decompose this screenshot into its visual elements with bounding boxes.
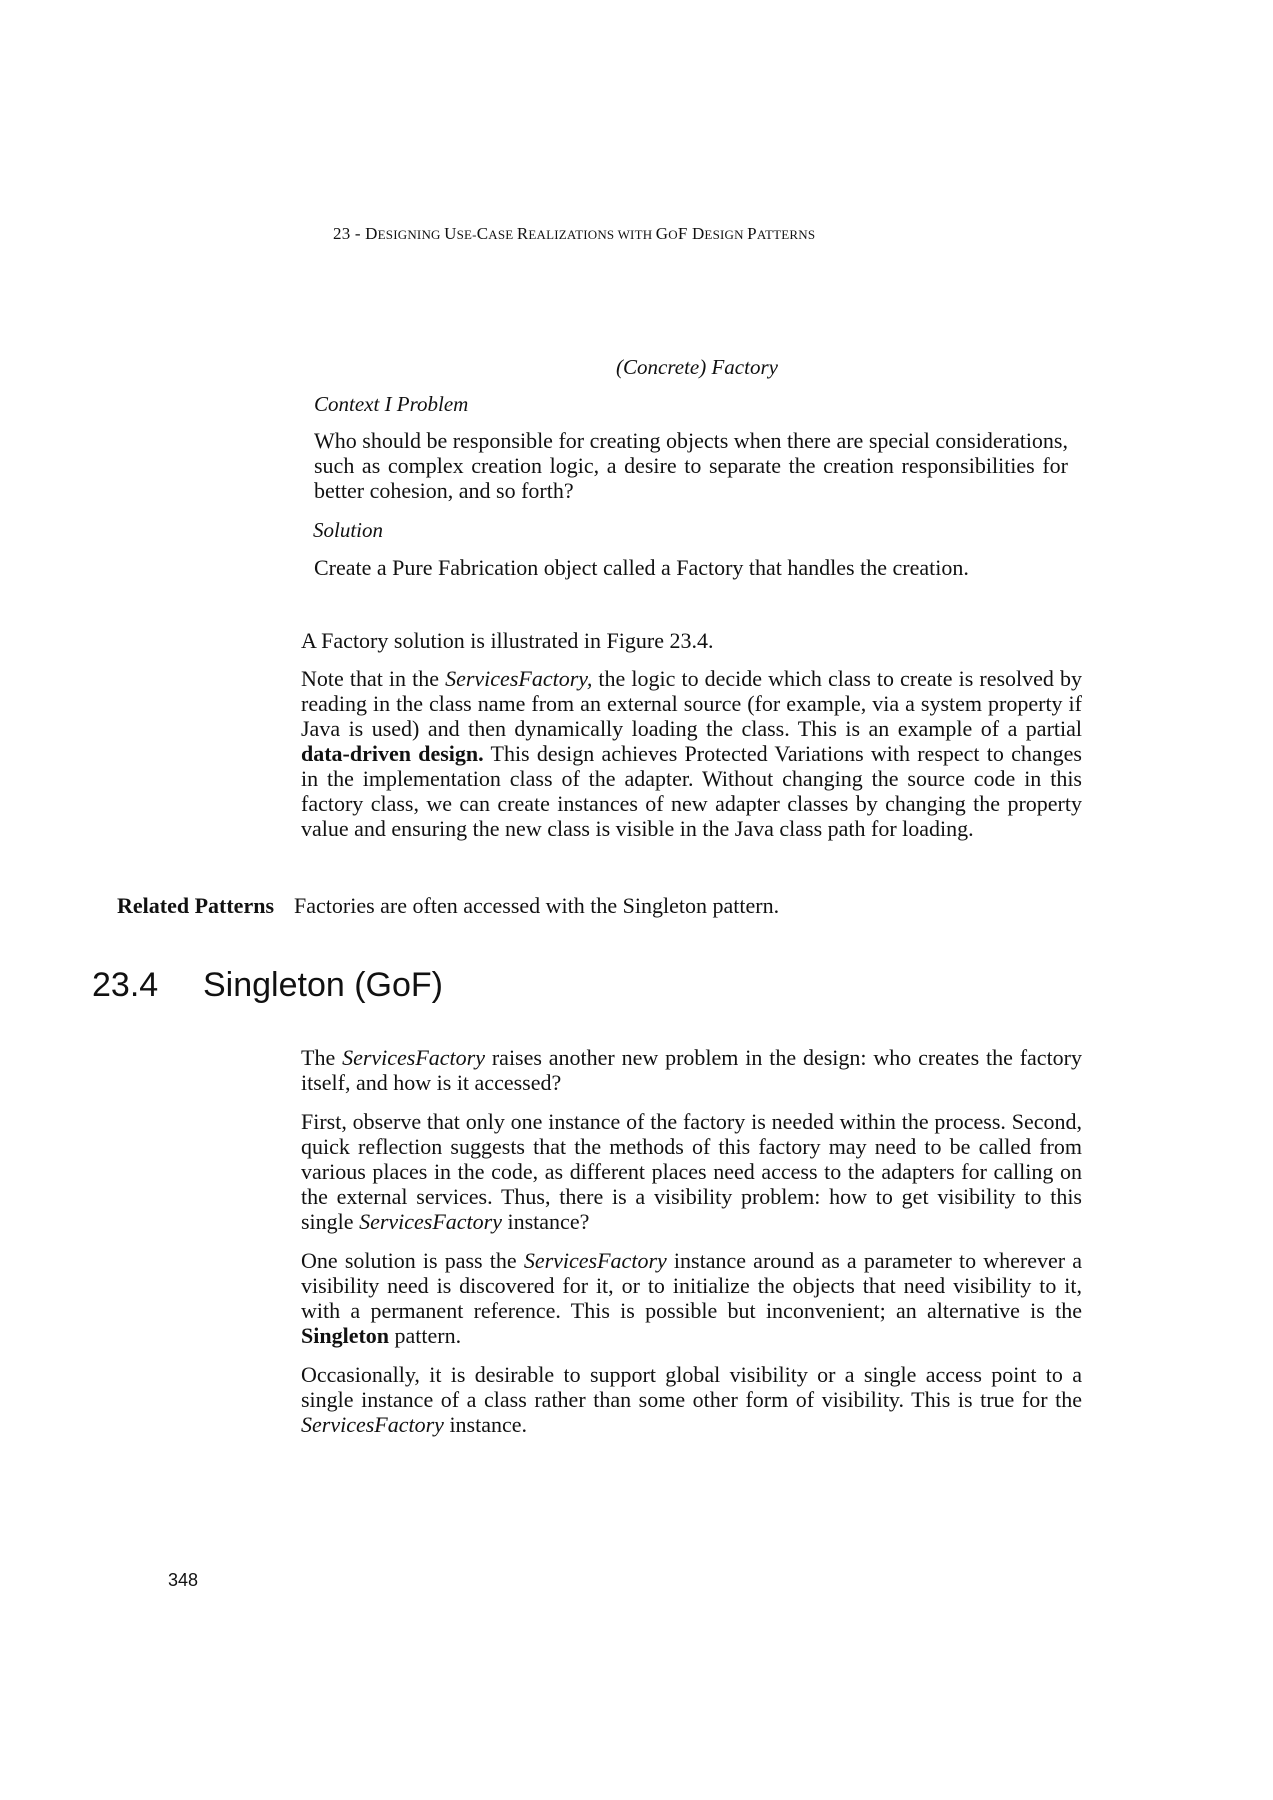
paragraph (301, 1248, 1082, 1348)
header-text: ASE (488, 227, 517, 242)
paragraph: A Factory solution is illustrated in Figure 23.4. (301, 628, 714, 653)
text: pattern. (389, 1323, 462, 1348)
text: Note that in the (301, 666, 446, 691)
header-text: D (691, 224, 705, 243)
pattern-title: (Concrete) Factory (616, 355, 778, 379)
text: instance? (502, 1209, 590, 1234)
header-text: G (655, 224, 669, 243)
section-number: 23.4 (92, 966, 159, 1004)
text: instance. (443, 1412, 528, 1437)
header-text: R (516, 224, 529, 243)
header-text: C (476, 224, 489, 243)
text-italic: ServicesFactory (301, 1412, 444, 1437)
header-text: ESIGNING (377, 227, 445, 242)
text: One solution is pass the (301, 1248, 524, 1273)
paragraph (301, 1045, 1082, 1095)
text-italic: ServicesFactory (523, 1248, 667, 1273)
header-text: EALIZATIONS WITH (528, 227, 656, 242)
header-text: ATTERNS (756, 227, 816, 242)
header-text: SE- (456, 227, 477, 242)
related-patterns (117, 893, 779, 919)
text: Occasionally, it is desirable to support global visibility or a single access point to a single instance of a class rather than some other form of visibility. This is true for the (301, 1362, 1082, 1412)
header-text: O (668, 227, 678, 242)
header-text: ESIGN (704, 227, 748, 242)
chapter-number: 23 - (333, 224, 366, 243)
solution-label: Solution (313, 518, 384, 542)
text-italic: ServicesFactory, (445, 666, 593, 691)
text: The (301, 1045, 343, 1070)
text: raises another new problem in the design: who creates the factory itself, and how is it accessed? (301, 1045, 1083, 1095)
paragraph (301, 666, 1082, 841)
text-italic: ServicesFactory (342, 1045, 485, 1070)
header-text: F (677, 224, 692, 243)
running-header (333, 224, 815, 244)
text-bold: Singleton (301, 1323, 390, 1348)
related-text: Factories are often accessed with the Singleton pattern. (294, 893, 780, 918)
paragraph (301, 1109, 1082, 1234)
section-title: Singleton (GoF) (203, 966, 443, 1004)
text-italic: ServicesFactory (359, 1209, 502, 1234)
context-label: Context I Problem (314, 392, 469, 416)
paragraph (301, 1362, 1082, 1437)
section-heading (92, 966, 443, 1005)
text-bold: data-driven design. (301, 741, 484, 766)
text: the logic to decide which class to create is resolved by reading in the class name from an external source (for example, via a system property if Java is used) and then dynamically loading the class. This is an example of a partial (301, 666, 1082, 741)
header-text: P (747, 224, 757, 243)
solution-text: Create a Pure Fabrication object called a Factory that handles the creation. (314, 555, 969, 580)
page-number: 348 (168, 1570, 199, 1590)
context-text: Who should be responsible for creating objects when there are special considerations, such as complex creation logic, a desire to separate the creation responsibilities for better cohesion, and so forth? (314, 428, 1068, 503)
text: instance around as a parameter to wherever a visibility need is discovered for it, or to initialize the objects that need visibility to it, with a permanent reference. This is possible but inconvenient; an alternative is the (301, 1248, 1082, 1323)
header-text: U (444, 224, 457, 243)
related-label: Related Patterns (117, 893, 275, 918)
text: First, observe that only one instance of the factory is needed within the process. Second, quick reflection suggests that the methods of this factory may need to be called from various places in the code, as different places need access to the adapters for calling on the external services. Thus, there is a visibility problem: how to get visibility to this single (301, 1109, 1082, 1234)
text: This design achieves Protected Variations with respect to changes in the implementation class of the adapter. Without changing the source code in this factory class, we can create instances of new adapter classes by changing the property value and ensuring the new class is visible in the Java class path for loading. (301, 741, 1082, 841)
header-text: D (365, 224, 378, 243)
